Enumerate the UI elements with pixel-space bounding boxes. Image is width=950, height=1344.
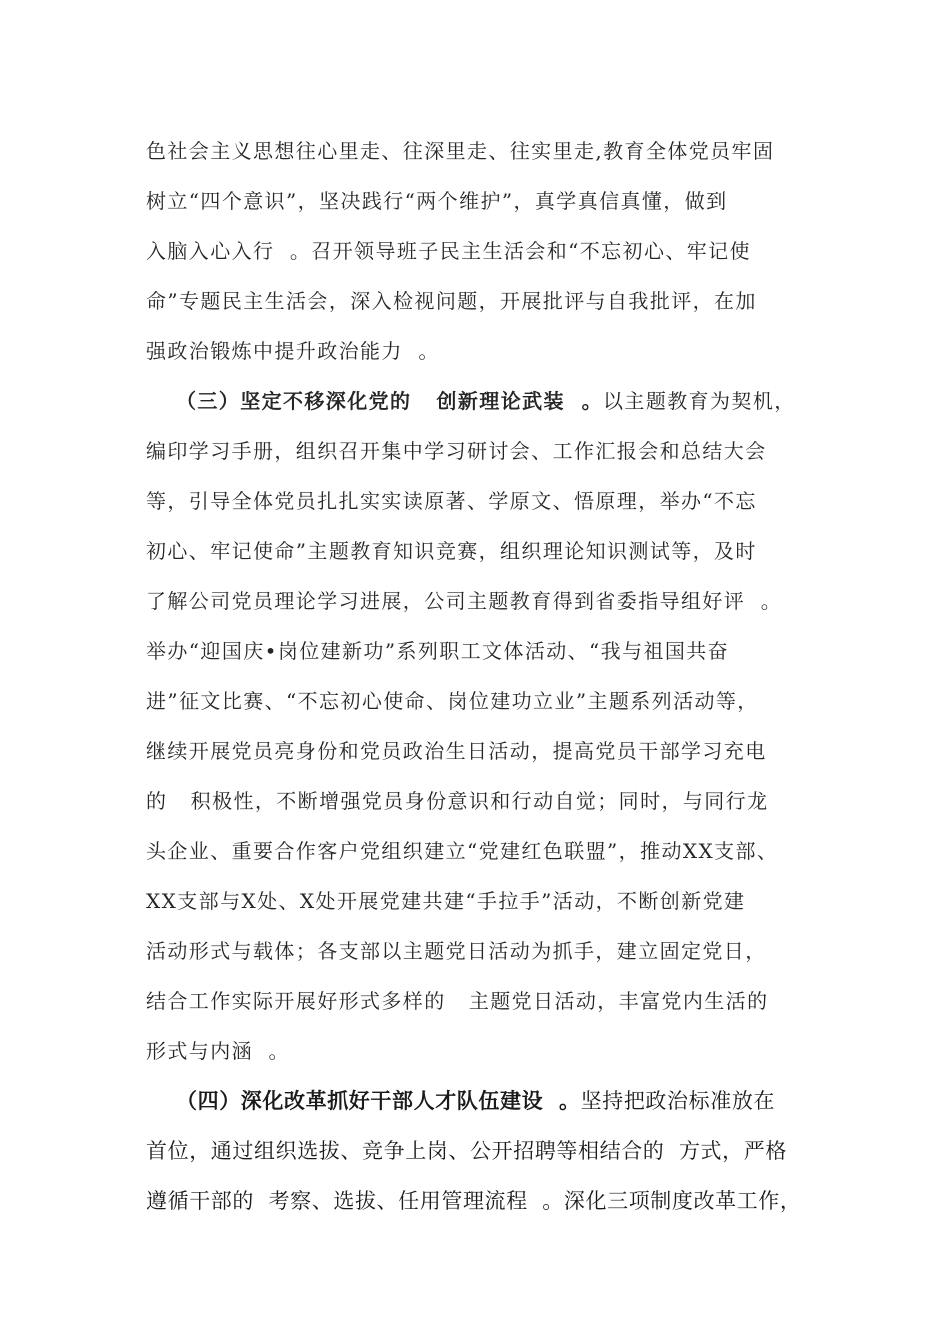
section-4-first-line: [176, 1086, 775, 1116]
paragraph-line: 初心、牢记使命”主题教育知识竞赛，组织理论知识测试等，及时: [146, 539, 757, 563]
section-3-intro: 以主题教育为契机，: [603, 389, 796, 413]
section-3-first-line: [176, 386, 796, 416]
paragraph-line: 举办“迎国庆•岗位建新功”系列职工文体活动、“我与祖国共奋: [146, 639, 730, 663]
paragraph-line: 继续开展党员亮身份和党员政治生日活动，提高党员干部学习充电: [146, 739, 767, 763]
paragraph-line: 结合工作实际开展好形式多样的 主题党日活动，丰富党内生活的: [146, 989, 769, 1013]
section-4-heading: （四）深化改革抓好干部人才队伍建设 。: [176, 1089, 581, 1113]
paragraph-line: 入脑入心入行 。召开领导班子民主生活会和“不忘初心、牢记使: [146, 239, 751, 263]
paragraph-line: 了解公司党员理论学习进展，公司主题教育得到省委指导组好评 。: [146, 589, 783, 613]
paragraph-line: 命”专题民主生活会，深入检视问题，开展批评与自我批评，在加: [146, 289, 757, 313]
paragraph-line: 遵循干部的 考察、选拔、任用管理流程 。深化三项制度改革工作，: [146, 1189, 802, 1213]
paragraph-line: 头企业、重要合作客户党组织建立“党建红色联盟”，推动XX支部、: [146, 839, 779, 863]
paragraph-line: 色社会主义思想往心里走、往深里走、往实里走,教育全体党员牢固: [146, 139, 775, 163]
paragraph-line: 进”征文比赛、“不忘初心使命、岗位建功立业”主题系列活动等，: [146, 689, 759, 713]
paragraph-line: 形式与内涵 。: [146, 1039, 290, 1063]
paragraph-line: 的 积极性，不断增强党员身份意识和行动自觉；同时，与同行龙: [146, 789, 769, 813]
paragraph-line: 活动形式与载体；各支部以主题党日活动为抓手，建立固定党日，: [146, 939, 767, 963]
section-4-intro: 坚持把政治标准放在: [580, 1089, 776, 1113]
paragraph-line: 首位，通过组织选拔、竞争上岗、公开招聘等相结合的 方式，严格: [146, 1139, 787, 1163]
paragraph-line: 树立“四个意识”，坚决践行“两个维护”，真学真信真懂，做到: [146, 189, 728, 213]
section-3-heading: （三）坚定不移深化党的 创新理论武装 。: [176, 389, 604, 413]
paragraph-line: 编印学习手册，组织召开集中学习研讨会、工作汇报会和总结大会: [146, 439, 767, 463]
paragraph-line: 强政治锻炼中提升政治能力 。: [146, 339, 440, 363]
paragraph-line: 等，引导全体党员扎扎实实读原著、学原文、悟原理，举办“不忘: [146, 489, 757, 513]
paragraph-line: XX支部与X处、X处开展党建共建“手拉手”活动，不断创新党建: [146, 889, 746, 913]
